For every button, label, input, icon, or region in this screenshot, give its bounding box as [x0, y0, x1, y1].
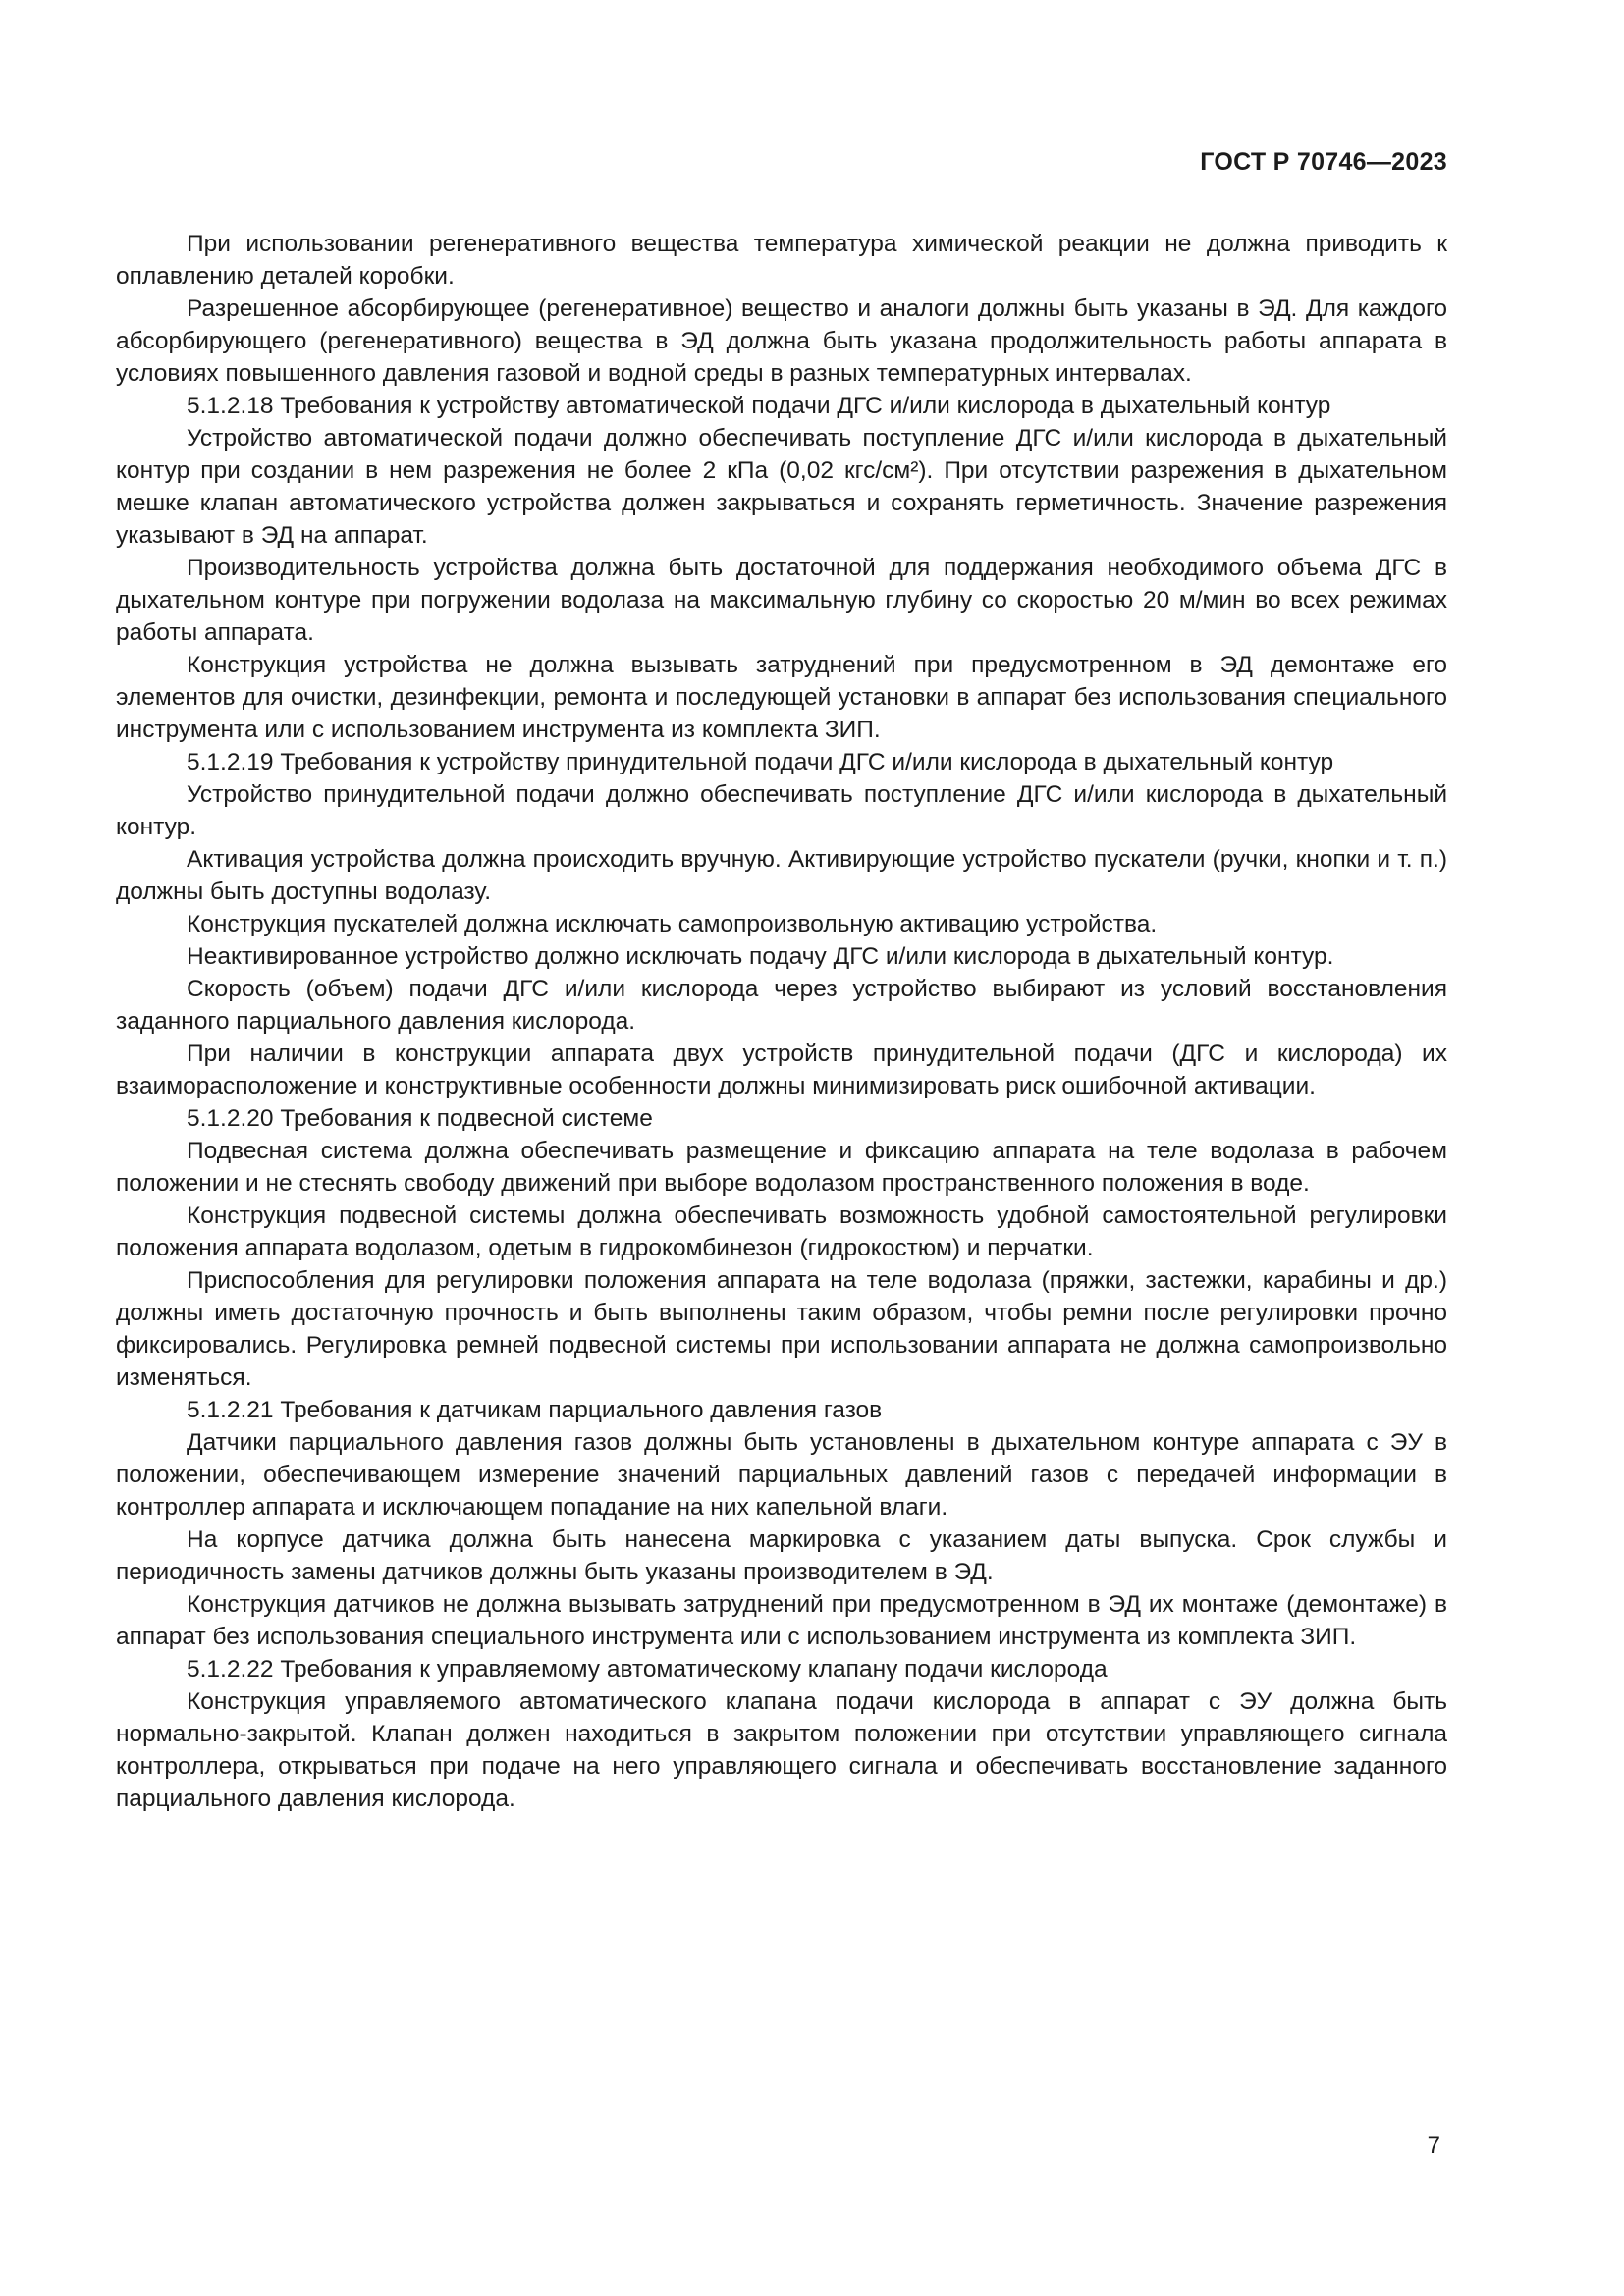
paragraph: Неактивированное устройство должно исключать подачу ДГС и/или кислорода в дыхательный контур. [187, 943, 1334, 970]
paragraph: Конструкция подвесной системы должна обеспечивать возможность удобной самостоятельной регулировки положения аппарата водолазом, одетым в гидрокомбинезон (гидрокостюм) и перчатки. [116, 1202, 1447, 1261]
paragraph: На корпусе датчика должна быть нанесена маркировка с указанием даты выпуска. Срок службы и периодичность замены датчиков должны быть указаны производителем в ЭД. [116, 1526, 1447, 1585]
section-heading-5-1-2-20: 5.1.2.20 Требования к подвесной системе [187, 1105, 653, 1132]
paragraph: Конструкция пускателей должна исключать самопроизвольную активацию устройства. [187, 911, 1158, 937]
paragraph: Устройство принудительной подачи должно обеспечивать поступление ДГС и/или кислорода в дыхательный контур. [116, 781, 1447, 840]
paragraph: Приспособления для регулировки положения аппарата на теле водолаза (пряжки, застежки, карабины и др.) должны иметь достаточную прочность и быть выполнены таким образом, чтобы ремни после регулировки прочно фиксировались. Регулировка ремней подвесной системы при использовании аппарата не должна самопроизвольно изменяться. [116, 1267, 1447, 1391]
body-text [116, 228, 1447, 1815]
paragraph: При использовании регенеративного вещества температура химической реакции не должна приводить к оплавлению деталей коробки. [116, 231, 1447, 290]
paragraph: Подвесная система должна обеспечивать размещение и фиксацию аппарата на теле водолаза в рабочем положении и не стеснять свободу движений при выборе водолазом пространственного положения в воде. [116, 1138, 1447, 1197]
section-heading-5-1-2-19: 5.1.2.19 Требования к устройству принудительной подачи ДГС и/или кислорода в дыхательный контур [187, 749, 1334, 775]
paragraph: Конструкция устройства не должна вызывать затруднений при предусмотренном в ЭД демонтаже его элементов для очистки, дезинфекции, ремонта и последующей установки в аппарат без использования специального инструмента или с использованием инструмента из комплекта ЗИП. [116, 652, 1447, 743]
paragraph: Конструкция датчиков не должна вызывать затруднений при предусмотренном в ЭД их монтаже (демонтаже) в аппарат без использования специального инструмента или с использованием инструмента из комплекта ЗИП. [116, 1591, 1447, 1650]
paragraph: Датчики парциального давления газов должны быть установлены в дыхательном контуре аппарата с ЭУ в положении, обеспечивающем измерение значений парциальных давлений газов с передачей информации в контроллер аппарата и исключающем попадание на них капельной влаги. [116, 1429, 1447, 1521]
paragraph: Производительность устройства должна быть достаточной для поддержания необходимого объема ДГС в дыхательном контуре при погружении водолаза на максимальную глубину со скоростью 20 м/мин во всех режимах работы аппарата. [116, 555, 1447, 646]
paragraph: При наличии в конструкции аппарата двух устройств принудительной подачи (ДГС и кислорода) их взаиморасположение и конструктивные особенности должны минимизировать риск ошибочной активации. [116, 1041, 1447, 1099]
paragraph: Конструкция управляемого автоматического клапана подачи кислорода в аппарат с ЭУ должна быть нормально-закрытой. Клапан должен находиться в закрытом положении при отсутствии управляющего сигнала контроллера, открываться при подаче на него управляющего сигнала и обеспечивать восстановление заданного парциального давления кислорода. [116, 1688, 1447, 1812]
section-heading-5-1-2-22: 5.1.2.22 Требования к управляемому автоматическому клапану подачи кислорода [187, 1656, 1108, 1682]
section-heading-5-1-2-21: 5.1.2.21 Требования к датчикам парциального давления газов [187, 1397, 883, 1423]
paragraph: Скорость (объем) подачи ДГС и/или кислорода через устройство выбирают из условий восстановления заданного парциального давления кислорода. [116, 976, 1447, 1035]
paragraph: Активация устройства должна происходить вручную. Активирующие устройство пускатели (ручки, кнопки и т. п.) должны быть доступны водолазу. [116, 846, 1447, 905]
standard-code-header: ГОСТ Р 70746—2023 [1200, 148, 1447, 176]
paragraph: Устройство автоматической подачи должно обеспечивать поступление ДГС и/или кислорода в дыхательный контур при создании в нем разрежения не более 2 кПа (0,02 кгс/см²). При отсутствии разрежения в дыхательном мешке клапан автоматического устройства должен закрываться и сохранять герметичность. Значение разрежения указывают в ЭД на аппарат. [116, 425, 1447, 549]
section-heading-5-1-2-18: 5.1.2.18 Требования к устройству автоматической подачи ДГС и/или кислорода в дыхательный контур [187, 393, 1331, 419]
paragraph: Разрешенное абсорбирующее (регенеративное) вещество и аналоги должны быть указаны в ЭД. Для каждого абсорбирующего (регенеративного) вещества в ЭД должна быть указана продолжительность работы аппарата в условиях повышенного давления газовой и водной среды в разных температурных интервалах. [116, 295, 1447, 387]
page-number: 7 [1427, 2132, 1440, 2159]
